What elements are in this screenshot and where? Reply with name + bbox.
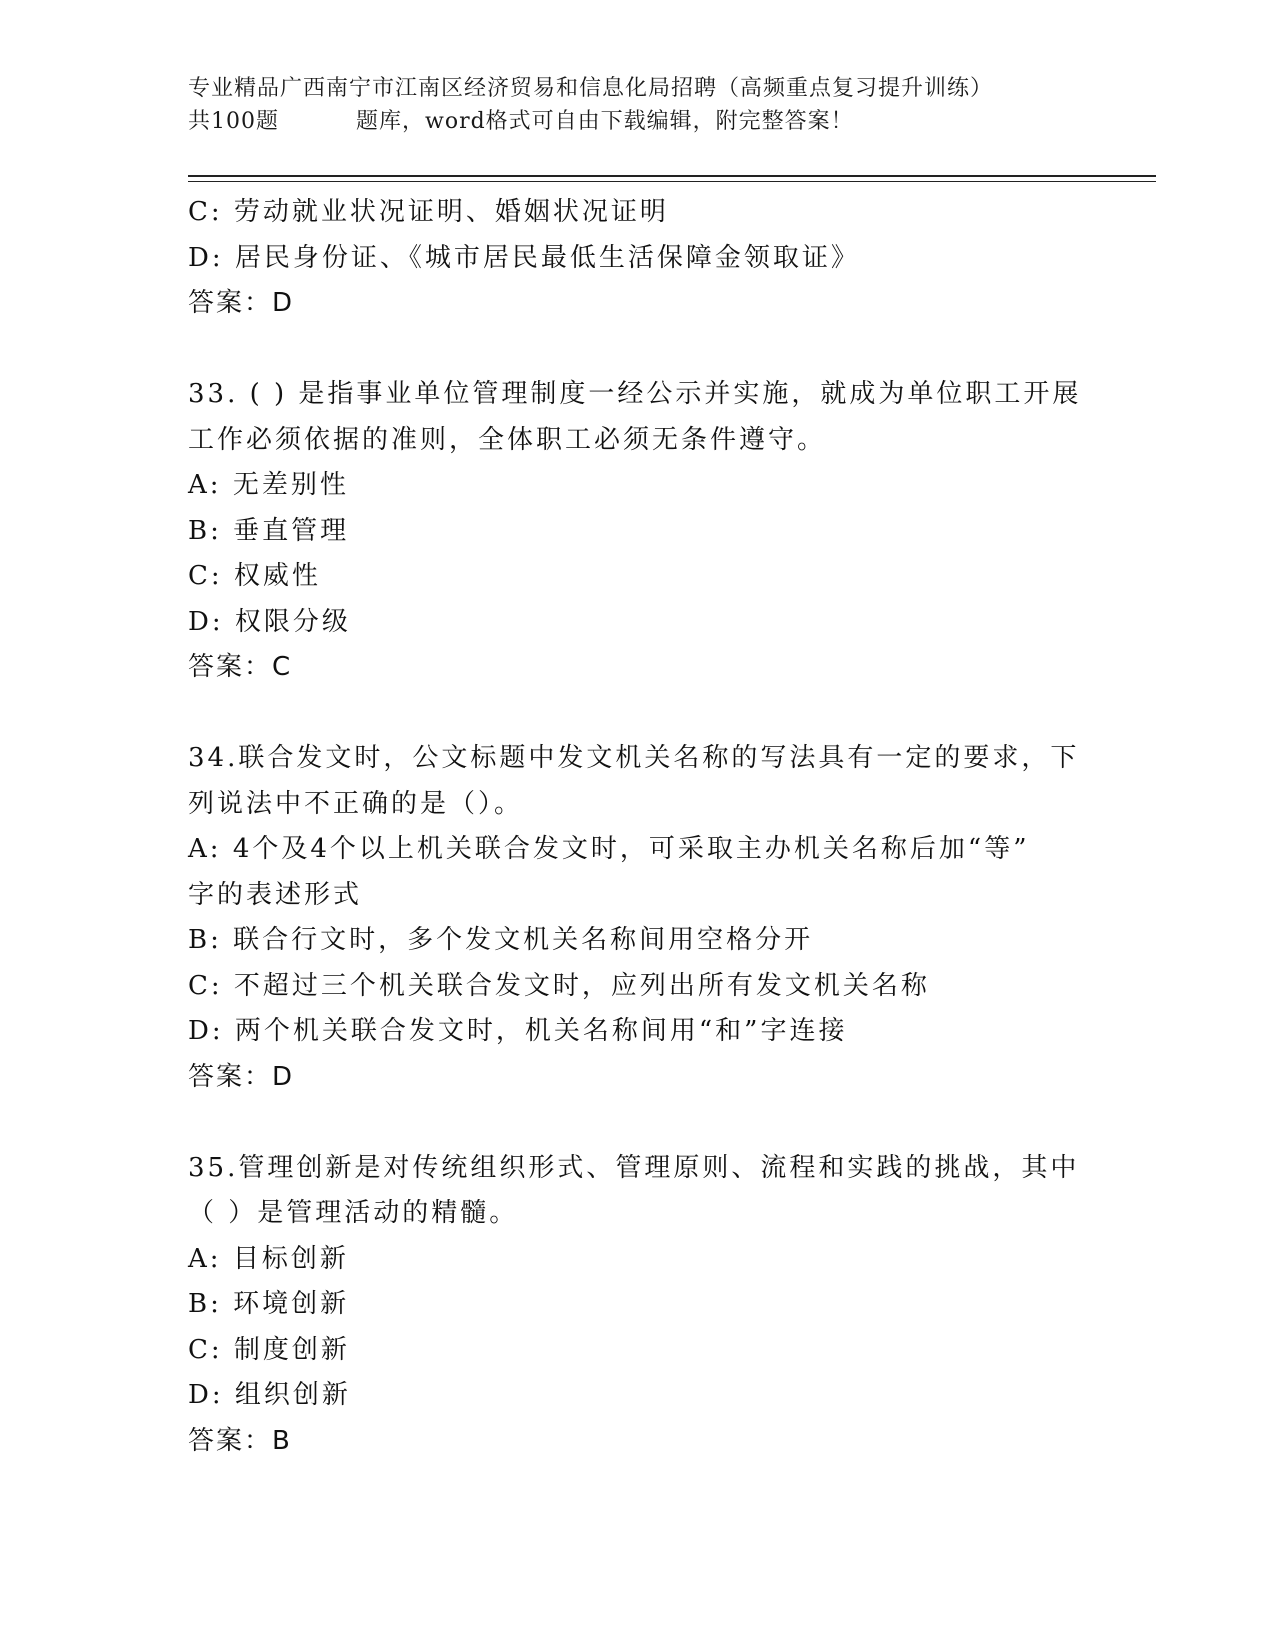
header-subtitle: [188, 105, 1168, 138]
question-32-tail: [188, 190, 1088, 327]
option-d: D: 权限分级: [188, 606, 351, 637]
option-c: C: 不超过三个机关联合发文时，应列出所有发文机关名称: [188, 970, 930, 1001]
question-stem: 35.管理创新是对传统组织形式、管理原则、流程和实践的挑战，其中: [188, 1152, 1080, 1183]
option-b: B: 联合行文时，多个发文机关名称间用空格分开: [188, 925, 814, 955]
header-divider-thin: [188, 181, 1156, 182]
question-stem: 工作必须依据的准则，全体职工必须无条件遵守。: [188, 424, 827, 455]
option-d: D: 组织创新: [188, 1380, 351, 1410]
option-c: C: 权威性: [188, 561, 321, 591]
document-header: [188, 72, 1168, 138]
answer: 答案：B: [188, 1425, 292, 1456]
option-c: C: 劳动就业状况证明、婚姻状况证明: [188, 197, 669, 227]
option-b: B: 环境创新: [188, 1289, 350, 1319]
option-c: C: 制度创新: [188, 1334, 350, 1365]
question-stem: （ ）是管理活动的精髓。: [188, 1198, 519, 1228]
header-divider-thick: [188, 175, 1156, 177]
option-d: D: 两个机关联合发文时，机关名称间用“和”字连接: [188, 1016, 848, 1046]
option-d: D: 居民身份证、《城市居民最低生活保障金领取证》: [188, 242, 860, 273]
question-count: 共100题: [188, 109, 279, 134]
option-a-continuation: 字的表述形式: [188, 879, 363, 910]
question-stem: 列说法中不正确的是（）。: [188, 788, 524, 819]
answer: 答案：D: [188, 1061, 295, 1092]
answer: 答案：D: [188, 288, 295, 318]
question-35: [188, 1146, 1088, 1465]
question-stem: 33. ( ) 是指事业单位管理制度一经公示并实施，就成为单位职工开展: [188, 379, 1082, 409]
question-list: [188, 190, 1088, 1464]
question-stem: 34.联合发文时，公文标题中发文机关名称的写法具有一定的要求，下: [188, 743, 1080, 773]
option-a: A: 4个及4个以上机关联合发文时，可采取主办机关名称后加“等”: [188, 834, 1030, 864]
question-34: [188, 736, 1088, 1100]
option-a: A: 目标创新: [188, 1243, 349, 1274]
option-a: A: 无差别性: [188, 470, 349, 500]
answer: 答案：C: [188, 652, 293, 682]
header-description: 题库，word格式可自由下载编辑，附完整答案！: [356, 109, 854, 134]
question-33: [188, 372, 1088, 691]
option-b: B: 垂直管理: [188, 515, 350, 546]
header-title: 专业精品广西南宁市江南区经济贸易和信息化局招聘（高频重点复习提升训练）: [188, 76, 994, 101]
